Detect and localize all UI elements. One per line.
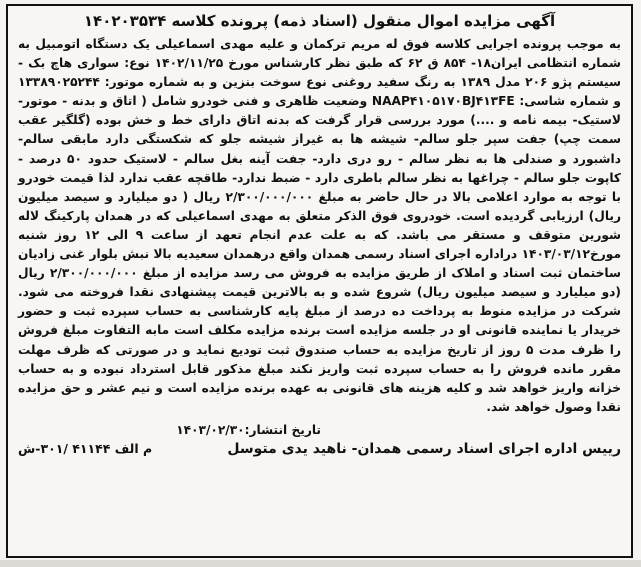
signature-line: رییس اداره اجرای اسناد رسمی همدان- ناهید یدی متوسل bbox=[227, 440, 621, 457]
notice-footer bbox=[18, 441, 621, 457]
publish-date: تاریخ انتشار:۱۴۰۳/۰۲/۳۰ bbox=[176, 422, 321, 437]
notice-title: آگهی مزایده اموال منقول (اسناد ذمه) پرونده کلاسه ۱۴۰۲۰۳۵۳۴ bbox=[83, 12, 556, 30]
notice-body: به موجب پرونده اجرایی کلاسه فوق له مریم ترکمان و علیه مهدی اسماعیلی یک دستگاه اتومبیل به شماره انتظامی ایران۱۸- ۸۵۴ ق ۶۲ که طبق نظر کارشناس مورخ ۱۴۰۲/۱۱/۲۵ نوع: سواری هاچ بک - سیستم پژو ۲۰۶ مدل ۱۳۸۹ به رنگ سفید روغنی نوع سوخت بنزین و به شماره موتور: ۱۳۳۸۹۰۲۵۲۴۴ و شماره شاسی: NAAP۴۱۰۵۱۷۰BJ۴۱۳FE وضعیت ظاهری و فنی خودرو شامل ( اتاق و بدنه - موتور- لاستیک- بیمه نامه و ....) مورد بررسی قرار گرفت که بدنه اتاق دارای خط و خش بوده (گلگیر عقب سمت چپ) جفت سپر جلو سالم- شیشه ها به غیراز شیشه جلو که شکستگی دارد مابقی سالم- داشبورد و صندلی ها به نظر سالم - رو دری دارد- جفت آینه بغل سالم - لاستیک حدود ۵۰ درصد - کاپوت جلو سالم - چراغها به نظر سالم باطری دارد - ضبط ندارد- طاقچه عقب ندارد لذا قیمت خودرو با توجه به موارد اعلامی بالا در حال حاضر به مبلغ ۲/۳۰۰/۰۰۰/۰۰۰ ریال ( دو میلیارد و سیصد میلیون ریال) ارزیابی گردیده است. خودروی فوق الذکر متعلق به مهدی اسماعیلی که در همدان پارکینگ لاله شورین متوقف و مستقر می باشد. که به علت عدم انجام تعهد از ساعت ۹ الی ۱۲ روز شنبه مورخ۱۴۰۳/۰۳/۱۲ دراداره اجرای اسناد رسمی همدان واقع درهمدان سعیدیه بالا نبش بلوار غنی زادیان ساختمان ثبت اسناد و املاک از طریق مزایده به فروش می رسد مزایده از مبلغ ۲/۳۰۰/۰۰۰/۰۰۰ ریال (دو میلیارد و سیصد میلیون ریال) شروع شده و به بالاترین قیمت پیشنهادی نقدا فروخته می شود. شرکت در مزایده منوط به پرداخت ده درصد از مبلغ پایه کارشناسی به حساب سپرده ثبت و حضور خریدار یا نماینده قانونی او در جلسه مزایده است برنده مزایده مکلف است مابه التفاوت مبلغ فروش را ظرف مدت ۵ روز از تاریخ مزایده به حساب صندوق ثبت تودیع نماید و در صورتی که ظرف مهلت مقرر مانده فروش را به حساب سپرده ثبت واریز نکند مبلغ مذکور قابل استرداد نبوده و به حساب خزانه واریز خواهد شد و کلیه هزینه های قانونی به عهده برنده مزایده است و نیم عشر و حق مزایده نقدا وصول خواهد شد. bbox=[18, 37, 621, 414]
bottom-strip bbox=[0, 560, 641, 567]
reference-code: م الف ۴۱۱۴۴ /۳۰۱-ش bbox=[18, 440, 153, 456]
auction-notice bbox=[6, 4, 633, 558]
